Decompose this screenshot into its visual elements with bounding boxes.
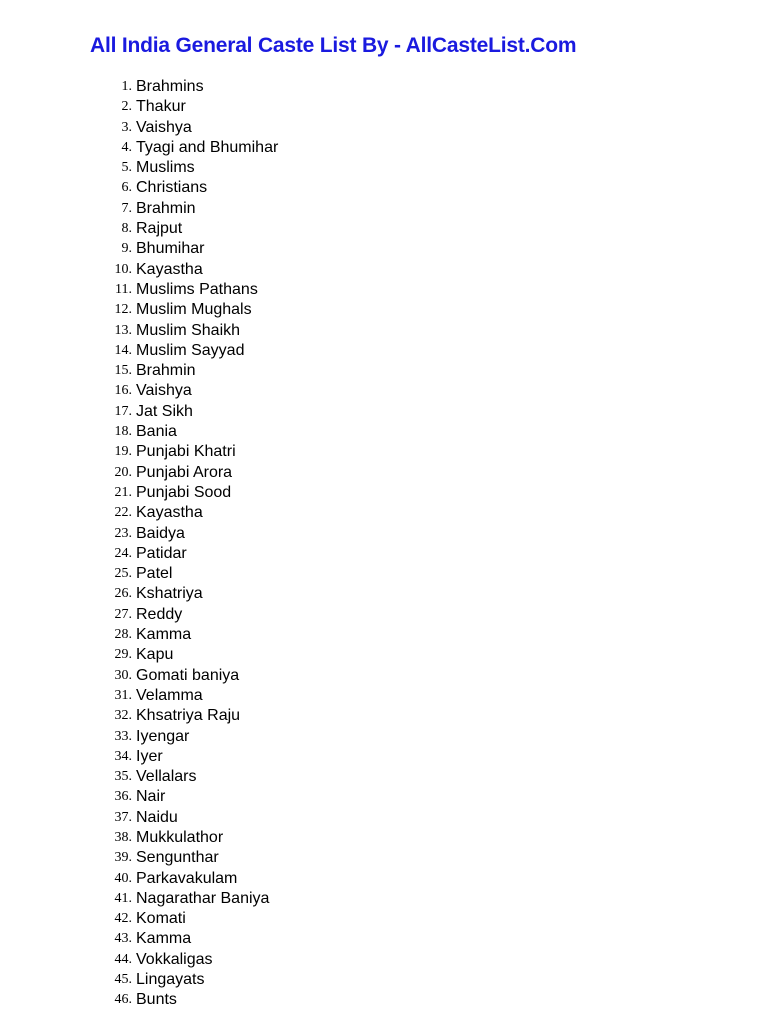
- list-item-label: Christians: [136, 179, 208, 197]
- list-item-number: 2.: [121, 99, 132, 115]
- list-item-label: Baidya: [136, 524, 185, 542]
- list-item-number: 41.: [114, 890, 132, 906]
- list-item-number: 13.: [114, 322, 132, 338]
- list-item-number: 36.: [114, 789, 132, 805]
- list-item-label: Komati: [136, 910, 186, 928]
- list-item-label: Rajput: [136, 220, 183, 238]
- list-item-number: 43.: [114, 931, 132, 947]
- list-item-number: 27.: [114, 606, 132, 622]
- list-item-number: 20.: [114, 464, 132, 480]
- list-item-label: Khsatriya Raju: [136, 707, 241, 725]
- list-item-label: Muslims: [136, 159, 195, 177]
- list-item-number: 42.: [114, 911, 132, 927]
- list-item-label: Patidar: [136, 544, 187, 562]
- list-item-number: 16.: [114, 383, 132, 399]
- list-item-label: Punjabi Khatri: [136, 443, 236, 461]
- list-item-label: Lingayats: [136, 971, 205, 989]
- list-item-label: Velamma: [136, 686, 203, 704]
- list-item-label: Parkavakulam: [136, 869, 238, 887]
- list-item-number: 31.: [114, 687, 132, 703]
- list-item-label: Kayastha: [136, 504, 203, 522]
- list-item-label: Iyer: [136, 747, 163, 765]
- list-item-number: 25.: [114, 566, 132, 582]
- list-item-label: Vellalars: [136, 768, 197, 786]
- list-item-number: 5.: [121, 160, 132, 176]
- list-item-label: Kapu: [136, 646, 174, 664]
- list-item-number: 23.: [114, 525, 132, 541]
- list-item-number: 39.: [114, 850, 132, 866]
- list-item-label: Patel: [136, 565, 173, 583]
- list-item-label: Nair: [136, 788, 166, 806]
- list-item-label: Bania: [136, 423, 177, 441]
- list-item-number: 46.: [114, 992, 132, 1008]
- list-item-label: Thakur: [136, 98, 186, 116]
- list-item-label: Nagarathar Baniya: [136, 889, 270, 907]
- list-item-label: Reddy: [136, 605, 183, 623]
- list-item-number: 24.: [114, 545, 132, 561]
- list-item-number: 28.: [114, 627, 132, 643]
- list-item-label: Brahmin: [136, 362, 196, 380]
- list-item-label: Muslim Mughals: [136, 301, 252, 319]
- list-item-label: Brahmins: [136, 78, 204, 95]
- list-item-number: 4.: [121, 139, 132, 155]
- list-item-number: 33.: [114, 728, 132, 744]
- list-item-number: 18.: [114, 424, 132, 440]
- list-item-label: Vokkaligas: [136, 950, 213, 968]
- list-item-number: 1.: [121, 79, 132, 94]
- list-item-number: 12.: [114, 302, 132, 318]
- list-item-label: Iyengar: [136, 727, 190, 745]
- list-item-label: Mukkulathor: [136, 828, 224, 846]
- list-item-number: 10.: [114, 261, 132, 277]
- list-item-number: 32.: [114, 708, 132, 724]
- list-item-label: Vaishya: [136, 118, 192, 136]
- list-item-label: Tyagi and Bhumihar: [136, 138, 279, 156]
- list-item-number: 44.: [114, 951, 132, 967]
- list-item-number: 30.: [114, 667, 132, 683]
- list-item-label: Muslim Sayyad: [136, 341, 245, 359]
- list-item-label: Gomati baniya: [136, 666, 240, 684]
- list-item-number: 26.: [114, 586, 132, 602]
- page-title: All India General Caste List By - AllCasteList.Com: [90, 34, 577, 57]
- list-item-label: Punjabi Arora: [136, 463, 233, 481]
- list-item-label: Kamma: [136, 930, 192, 948]
- list-item-label: Kayastha: [136, 260, 203, 278]
- list-item-number: 21.: [114, 484, 132, 500]
- list-item-number: 8.: [121, 221, 132, 237]
- list-item-label: Punjabi Sood: [136, 483, 232, 501]
- list-item-label: Kamma: [136, 626, 192, 644]
- list-item-number: 14.: [114, 342, 132, 358]
- list-item-number: 15.: [114, 363, 132, 379]
- list-item-label: Sengunthar: [136, 849, 219, 867]
- list-item-number: 29.: [114, 647, 132, 663]
- list-item-label: Bhumihar: [136, 240, 205, 258]
- list-item-number: 22.: [114, 505, 132, 521]
- list-item-number: 11.: [115, 281, 132, 297]
- list-item-label: Jat Sikh: [136, 402, 193, 420]
- list-item-number: 45.: [114, 972, 132, 988]
- list-item-label: Naidu: [136, 808, 178, 826]
- list-item-number: 3.: [121, 119, 132, 135]
- list-item-number: 38.: [114, 829, 132, 845]
- list-item-label: Muslim Shaikh: [136, 321, 241, 339]
- list-item-label: Muslims Pathans: [136, 280, 258, 298]
- list-item-label: Bunts: [136, 991, 177, 1009]
- list-item-number: 9.: [121, 241, 132, 257]
- list-item-number: 19.: [114, 444, 132, 460]
- list-item-number: 7.: [121, 200, 132, 216]
- list-item-number: 35.: [114, 769, 132, 785]
- list-item-label: Brahmin: [136, 199, 196, 217]
- list-item-number: 34.: [114, 748, 132, 764]
- list-item-number: 37.: [114, 809, 132, 825]
- list-item-label: Vaishya: [136, 382, 192, 400]
- list-item-number: 17.: [114, 403, 132, 419]
- list-item-label: Kshatriya: [136, 585, 203, 603]
- list-item-number: 40.: [114, 870, 132, 886]
- list-item-number: 6.: [121, 180, 132, 196]
